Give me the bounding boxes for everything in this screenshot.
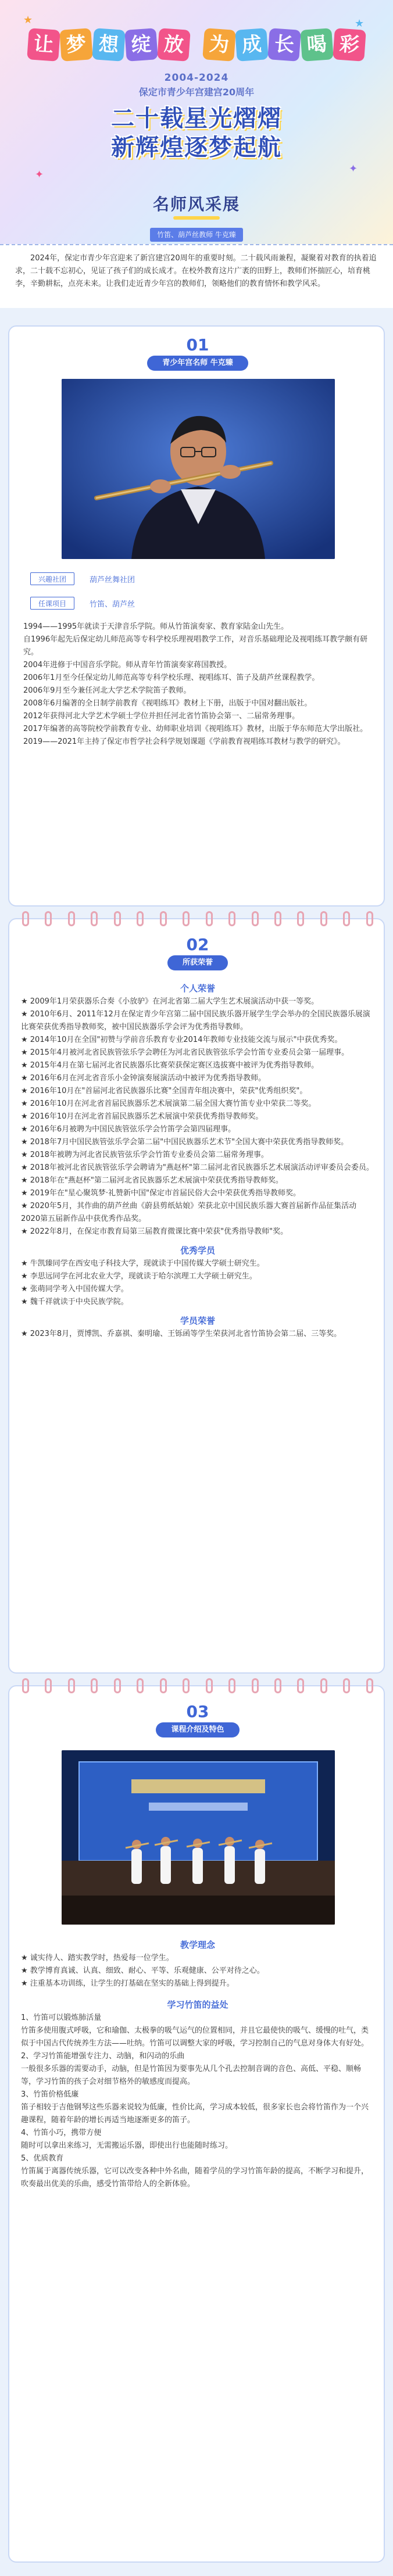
header-title-line1: 二十载星光熠熠 [111,105,282,132]
bio-item: 2019——2021年主持了保定市哲学社会科学规划课题《学前教育视唱练耳教材与教学的研究》。 [23,737,345,746]
star-icon: ★ [355,17,365,30]
subsection-title: 学员荣誉 [180,1316,215,1326]
concept-list [21,1952,374,1990]
section-number: 01 [186,335,209,354]
students-list [21,1257,374,1309]
bio-item: 2017年编著的高等院校学前教育专业、幼师职业培训《视唱练耳》教材，出版于华东师范大学出版社。 [23,725,368,733]
section-number: 03 [186,1702,209,1721]
list-item: ★ 注重基本功训练，让学生的打基础在坚实的基础上得到提升。 [21,1979,234,1988]
personal-honors-list [21,995,374,1238]
list-item: 4、竹笛小巧，携带方便 [21,2129,102,2137]
page-title: 名师风采展 [152,195,240,214]
slogan-char: 喝 [300,28,334,62]
star-icon: ★ [23,14,33,26]
section-title: 所获荣誉 [167,955,228,970]
section-card-teacher [8,325,385,907]
section-header [9,936,386,970]
slogan-char: 想 [92,28,126,62]
intro-paragraph: 2024年，保定市青少年宫迎来了新宫建宫20周年的重要时刻。二十载风雨兼程，凝聚着对教育的执着追求，二十载不忘初心，见证了孩子们的成长成才。在校外教育这片广袤的田野上，教师们怀揣匠心，培育桃李，辛勤耕耘，点亮未来。让我们走近青少年宫的教师们，领略他们的教育情怀和教学风采。 [0,244,393,308]
team-honors-list [21,1328,374,1341]
header-years: 2004-2024 [164,72,229,84]
list-item: 2、学习竹笛能增强专注力、动脑，和闪动的乐曲 [21,2052,185,2061]
section-header [9,1703,386,1737]
list-item: ★ 2020年5月，其作曲的葫芦丝曲《蔚县剪纸姑娘》荣获北京中国民族乐器大赛首届新作品征集活动2020第五届新作品中获优秀作品奖。 [21,1202,357,1223]
performance-photo [62,1750,335,1925]
subsection-title: 优秀学员 [180,1245,215,1256]
list-item: ★ 2016年6月被聘为中国民族管弦乐学会竹笛学会第四届理事。 [21,1125,236,1134]
bio-item: 自1996年起先后保定幼儿师范高等专科学校乐理视唱教学工作，对音乐基础理论及视唱练耳教学颇有研究。 [23,635,368,657]
subsection-title: 个人荣誉 [180,983,215,994]
slogan-char: 为 [202,28,236,62]
list-item: 5、优质教育 [21,2154,64,2163]
slogan-char: 成 [235,28,269,62]
list-item: ★ 李思远同学在河北农业大学，现就读于哈尔滨理工大学硕士研究生。 [21,1272,257,1281]
info-value: 竹笛、葫芦丝 [90,600,135,609]
list-item: 笛子相较于吉他钢琴这些乐器来说较为低廉，性价比高，学习成本较低，很多家长也会将竹笛作为一个兴趣课程，随着年龄的增长再适当地逐渐更多的笛子。 [21,2103,369,2124]
benefits-list [21,2012,374,2191]
teacher-bio [23,621,372,748]
bio-item: 2012年获得河北大学艺术学硕士学位并担任河北省竹笛协会第一、二届常务理事。 [23,712,300,721]
subsection-title: 教学理念 [180,1940,215,1950]
binder-rings [22,1678,373,1693]
bio-item: 2004年进修于中国音乐学院。师从青年竹笛演奏家蒋国教授。 [23,661,232,669]
teacher-info [30,571,367,611]
course-body [21,1936,374,2191]
list-item: ★ 张萌同学考入中国传媒大学。 [21,1285,128,1294]
list-item: ★ 2010年6月、2011年12月在保定青少年宫第二届中国民族乐器开展学生学会举办的全国民族器乐展演比赛荣获优秀指导教师奖，被中国民族器乐学会评为优秀指导教师。 [21,1010,370,1031]
section-number: 02 [186,935,209,954]
list-item: ★ 教学博育真诚、认真、细致、耐心、平等、乐观健康、公平对待之心。 [21,1966,265,1975]
list-item: ★ 2023年8月，贾博凯、乔嘉祺、秦明瑜、王铄函等学生荣获河北省竹笛协会第二届、三等奖。 [21,1330,342,1338]
slogan-char: 梦 [59,28,93,62]
list-item: ★ 2022年8月，在保定市教育局第三届教育微课比赛中荣获"优秀指导教师"奖。 [21,1227,288,1236]
slogan-char: 绽 [124,28,158,62]
list-item: ★ 2018年7月中国民族管弦乐学会第二届"中国民族器乐艺术节"全国大赛中荣获优秀指导教师奖。 [21,1138,349,1147]
section-card-course [8,1685,385,2563]
list-item: 随时可以拿出来练习，无需搬运乐器，即使出行也能随时练习。 [21,2141,233,2150]
list-item: ★ 诚实待人、踏实教学时，热爱每一位学生。 [21,1954,174,1962]
list-item: ★ 2015年4月在第七届河北省民族器乐比赛荣获保定赛区选拔赛中被评为优秀指导教师。 [21,1061,319,1070]
list-item: ★ 2019年在"星心聚筑梦·礼赞新中国"保定市首届民俗大会中荣获优秀指导教师奖。 [21,1189,301,1198]
list-item: ★ 2016年10月在河北省首届民族器乐艺术展演中荣获优秀指导教师奖。 [21,1112,263,1121]
slogan-char: 让 [27,28,60,62]
teacher-tag: 竹笛、葫芦丝教师 牛克臻 [150,228,243,242]
header-banner [0,0,393,244]
slogan-char: 放 [157,28,191,62]
list-item: ★ 2014年10月在全国"初赞与学前音乐教育专业2014年教师专业技能交流与展示"中获优秀奖。 [21,1036,342,1044]
section-header [9,336,386,371]
list-item: 一般很多乐器的需要动手，动脑，但是竹笛因为要事先从几个孔去控制音调的音色、高低、平稳、顺畅等，学习竹笛的孩子会对细节格外的敏感度而提高。 [21,2065,362,2086]
info-row [30,571,367,587]
bio-item: 2006年1月至今任保定幼儿师范高等专科学校乐理、视唱练耳、笛子及葫芦丝课程教学。 [23,673,320,682]
list-item: ★ 牛凯臻同学在西安电子科技大学，现就读于中国传媒大学硕士研究生。 [21,1259,265,1268]
header-title-line2: 新辉煌逐梦起航 [111,134,282,161]
info-row [30,595,367,611]
list-item: 1、竹笛可以锻炼肺活量 [21,2013,102,2022]
header-subline: 保定市青少年宫建宫20周年 [138,87,255,98]
list-item: ★ 2016年6月在河北省音乐小金钟演奏展演活动中被评为优秀指导教师。 [21,1074,266,1083]
sparkle-icon: ✦ [35,169,44,181]
slogan-char: 长 [267,28,301,62]
section-title: 课程介绍及特色 [156,1722,239,1737]
section-title: 青少年宫名师 牛克臻 [147,356,248,371]
bio-item: 1994——1995年就读于天津音乐学院。师从竹笛演奏家、教育家陆金山先生。 [23,622,289,631]
section-card-honors [8,918,385,1674]
info-value: 葫芦丝舞社团 [90,575,135,585]
list-item: ★ 2016年10月在河北省首届民族器乐艺术展演第二届全国大赛竹笛专业中荣获二等奖。 [21,1099,316,1108]
slogan-char: 彩 [333,28,366,62]
list-item: ★ 2016年10月在"首届河北省民族器乐比赛"全国青年组决赛中，荣获"优秀组织奖"。 [21,1087,308,1095]
list-item: 竹笛属于离器传统乐器，它可以改变各种中外名曲，随着学员的学习竹笛年龄的提高，不断学习和提升，吹奏最出优美的乐曲，感受竹笛带给人的全新体验。 [21,2167,369,2188]
list-item: ★ 2018年在"燕赵杯"第二届河北省民族器乐艺术展演中荣获优秀指导教师奖。 [21,1176,283,1185]
bio-item: 2006年9月至今兼任河北大学艺术学院笛子教师。 [23,686,191,695]
binder-rings [22,911,373,926]
subsection-title: 学习竹笛的益处 [167,2000,228,2010]
list-item: ★ 魏千祥就读于中央民族学院。 [21,1298,128,1306]
slogan [0,29,393,60]
list-item: ★ 2015年4月被河北省民族管弦乐学会聘任为河北省民族管弦乐学会竹笛专业委员会第一届理事。 [21,1048,349,1057]
list-item: ★ 2009年1月荣获器乐合奏《小放驴》在河北省第二届大学生艺术展演活动中获一等奖。 [21,997,319,1006]
list-item: ★ 2018年被聘为河北省民族管弦乐学会竹笛专业委员会第二届常务理事。 [21,1151,269,1159]
sparkle-icon: ✦ [349,163,358,175]
info-key: 兴趣社团 [30,572,74,585]
teacher-photo [62,379,335,559]
info-key: 任课项目 [30,597,74,610]
title-underline [173,216,220,220]
bio-item: 2008年6月编著的全日制学前教育《视唱练耳》教材上下册，出版于中国对翻出版社。 [23,699,312,708]
list-item: 竹笛多使用腹式呼吸，它和瑜伽、太极拳的吸气运气的位置相同，并且它最使快的吸气、缓慢的吐气，类似于中国古代传统养生方法——吐纳。竹笛可以调整大家的呼吸，学习控制自己的气息对身体大有好处。 [21,2026,369,2048]
list-item: ★ 2018年被河北省民族管弦乐学会聘请为"燕赵杯"第二届河北省民族器乐艺术展演活动评审委员会委员。 [21,1163,374,1172]
honors-body [21,980,374,1341]
list-item: 3、竹笛价格低廉 [21,2090,79,2099]
